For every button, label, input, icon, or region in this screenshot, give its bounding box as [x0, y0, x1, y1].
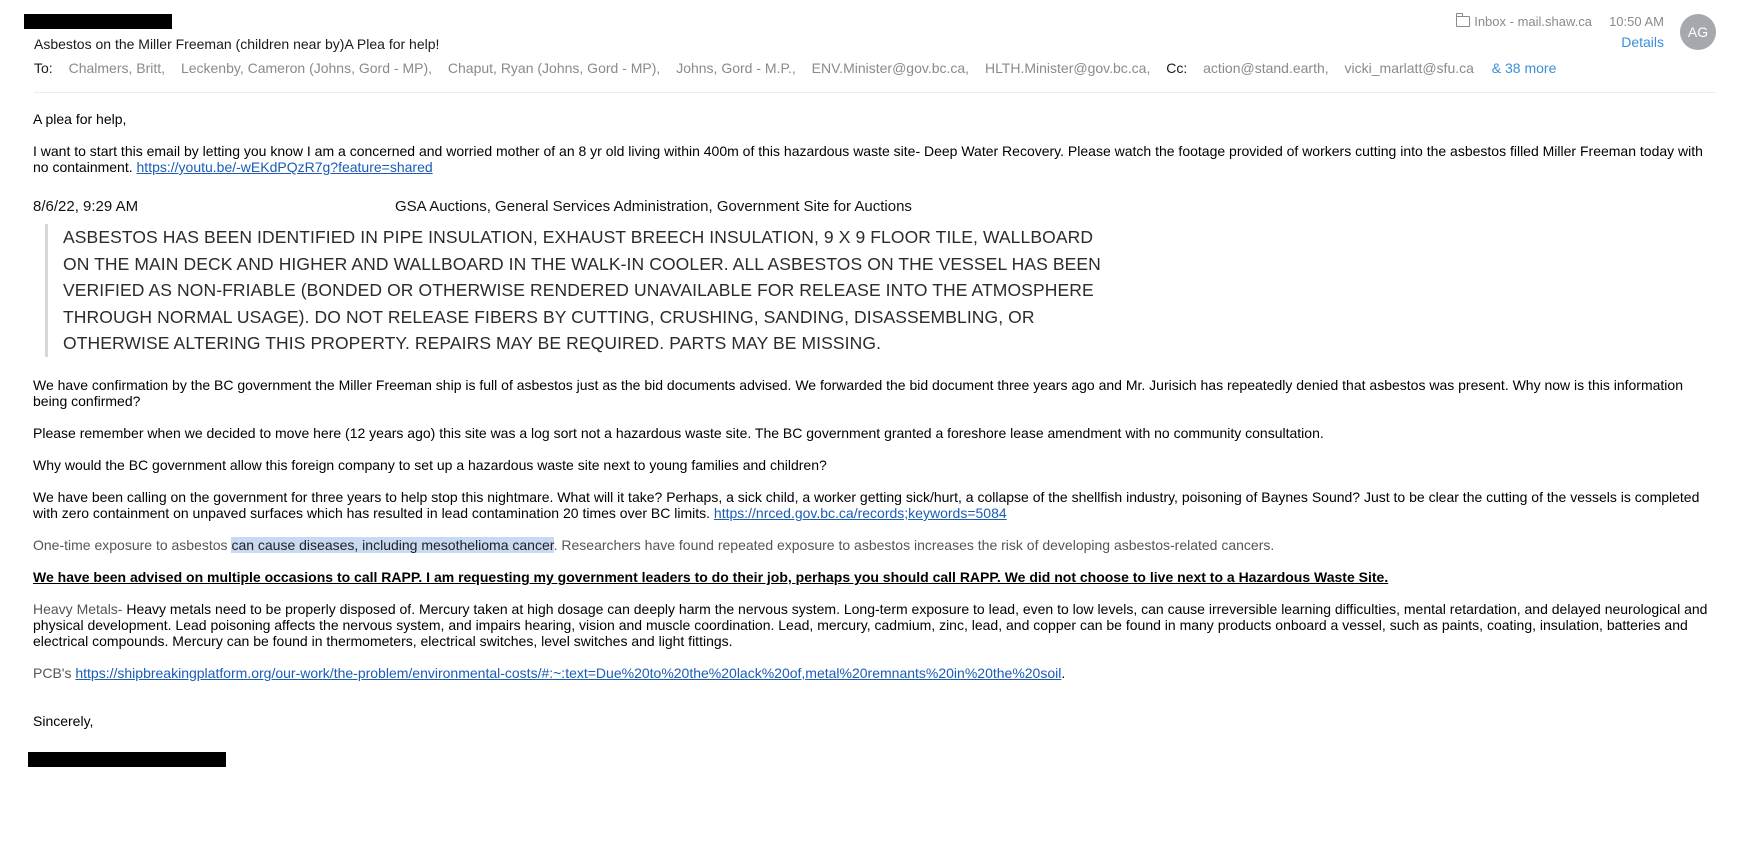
cc-label: Cc: [1166, 60, 1188, 76]
header-divider [34, 92, 1716, 93]
nrced-link[interactable]: https://nrced.gov.bc.ca/records;keywords=5084 [713, 505, 1007, 521]
asbestos-quote: ASBESTOS HAS BEEN IDENTIFIED IN PIPE INSULATION, EXHAUST BREECH INSULATION, 9 X 9 FLOOR TILE, WALLBOARD ON THE MAIN DECK AND HIGHER AND WALLBOARD IN THE WALK-IN COOLER. ALL ASBESTOS ON THE VESSEL HAS BEEN VERIFIED AS NON-FRIABLE (BONDED OR OTHERWISE RENDERED UNAVAILABLE FOR RELEASE INTO THE ATMOSPHERE THROUGH NORMAL USAGE). DO NOT RELEASE FIBERS BY CUTTING, CRUSHING, SANDING, DISASSEMBLING, OR OTHERWISE ALTERING THIS PROPERTY. REPAIRS MAY BE REQUIRED. PARTS MAY BE MISSING. [45, 224, 1113, 357]
pcb-paragraph [33, 665, 1713, 681]
message-body-top [33, 111, 1713, 191]
header-meta [1338, 14, 1738, 54]
metals-text: Heavy metals need to be properly disposed of. Mercury taken at high dosage can deeply harm the nervous system. Long-term exposure to lead, even to low levels, can cause irreversible learning difficulties, mental retardation, and delayed neurological and physical development. Lead poisoning affects the nervous system, and impairs hearing, vision and muscle coordination. Lead, mercury, cadmium, zinc, lead, and copper can be found in many products onboard a vessel, such as paints, coating, insulation, batteries and electrical compounds. Mercury can be found in thermometers, electrical switches, level switches and light fittings. [33, 601, 1708, 649]
intro-text: I want to start this email by letting you know I am a concerned and worried mother of an 8 yr old living within 400m of this hazardous waste site- Deep Water Recovery. Please watch the footage provided of workers cutting into the asbestos filled Miller Freeman today with no containment. [33, 143, 1703, 175]
metals-paragraph [33, 601, 1713, 649]
pcb-end: . [1061, 665, 1066, 681]
mailbox-name: Inbox - mail.shaw.ca [1474, 14, 1592, 29]
email-subject: Asbestos on the Miller Freeman (children near by)A Plea for help! [34, 36, 440, 52]
greeting: A plea for help, [33, 111, 127, 127]
recipient[interactable]: HLTH.Minister@gov.bc.ca, [984, 60, 1151, 76]
mailbox-label [1456, 14, 1592, 29]
shipbreaking-link[interactable]: https://shipbreakingplatform.org/our-work/the-problem/environmental-costs/#:~:text=Due%20to%20the%20lack%20of,metal%20remnants%20in%20the%20soil [75, 665, 1062, 681]
recipient[interactable]: Chaput, Ryan (Johns, Gord - MP), [447, 60, 661, 76]
why-paragraph: Why would the BC government allow this foreign company to set up a hazardous waste site next to young families and children? [33, 457, 827, 473]
recipient[interactable]: ENV.Minister@gov.bc.ca, [811, 60, 970, 76]
pcb-label: PCB's [33, 665, 72, 681]
recipient[interactable]: Johns, Gord - M.P., [676, 60, 796, 76]
remember-paragraph: Please remember when we decided to move here (12 years ago) this site was a log sort not a hazardous waste site. The BC government granted a foreshore lease amendment with no community consultation. [33, 425, 1324, 441]
cc-recipient[interactable]: vicki_marlatt@sfu.ca [1344, 60, 1474, 76]
onetime-paragraph [33, 537, 1713, 553]
recipient[interactable]: Chalmers, Britt, [68, 60, 166, 76]
recipient[interactable]: Leckenby, Cameron (Johns, Gord - MP), [180, 60, 432, 76]
calling-paragraph [33, 489, 1713, 521]
confirm-paragraph: We have confirmation by the BC government the Miller Freeman ship is full of asbestos just as the bid documents advised. We forwarded the bid document three years ago and Mr. Jurisich has repeatedly denied that asbestos was present. Why now is this information being confirmed? [33, 377, 1683, 409]
recipients-line [34, 60, 1556, 76]
youtube-link[interactable]: https://youtu.be/-wEKdPQzR7g?feature=shared [136, 159, 433, 175]
received-time: 10:50 AM [1609, 14, 1664, 29]
onetime-text-b: . Researchers have found repeated exposure to asbestos increases the risk of developing asbestos-related cancers. [553, 537, 1275, 553]
redacted-sender [24, 14, 172, 29]
closing: Sincerely, [33, 713, 94, 729]
gsa-date: 8/6/22, 9:29 AM [33, 198, 139, 215]
message-body-bottom [33, 377, 1713, 745]
cc-recipient[interactable]: action@stand.earth, [1203, 60, 1329, 76]
highlighted-text[interactable]: can cause diseases, including mesothelioma cancer [231, 537, 554, 553]
to-label: To: [34, 60, 53, 76]
folder-icon [1456, 16, 1470, 27]
gsa-title: GSA Auctions, General Services Administration, Government Site for Auctions [395, 198, 912, 215]
calling-text: We have been calling on the government for three years to help stop this nightmare. What will it take? Perhaps, a sick child, a worker getting sick/hurt, a collapse of the shellfish industry, poisoning of Baynes Sound? Just to be clear the cutting of the vessels is completed with zero containment on unpaved surfaces which has resulted in lead contamination 20 times over BC limits. [33, 489, 1700, 521]
onetime-text-a: One-time exposure to asbestos [33, 537, 232, 553]
redacted-signature [28, 752, 226, 767]
avatar: AG [1680, 14, 1716, 50]
more-recipients-link[interactable]: & 38 more [1491, 60, 1557, 76]
intro-paragraph [33, 143, 1713, 175]
metals-label: Heavy Metals- [33, 601, 123, 617]
details-link[interactable]: Details [1621, 34, 1664, 50]
rapp-paragraph: We have been advised on multiple occasions to call RAPP. I am requesting my government leaders to do their job, perhaps you should call RAPP. We did not choose to live next to a Hazardous Waste Site. [33, 569, 1389, 585]
